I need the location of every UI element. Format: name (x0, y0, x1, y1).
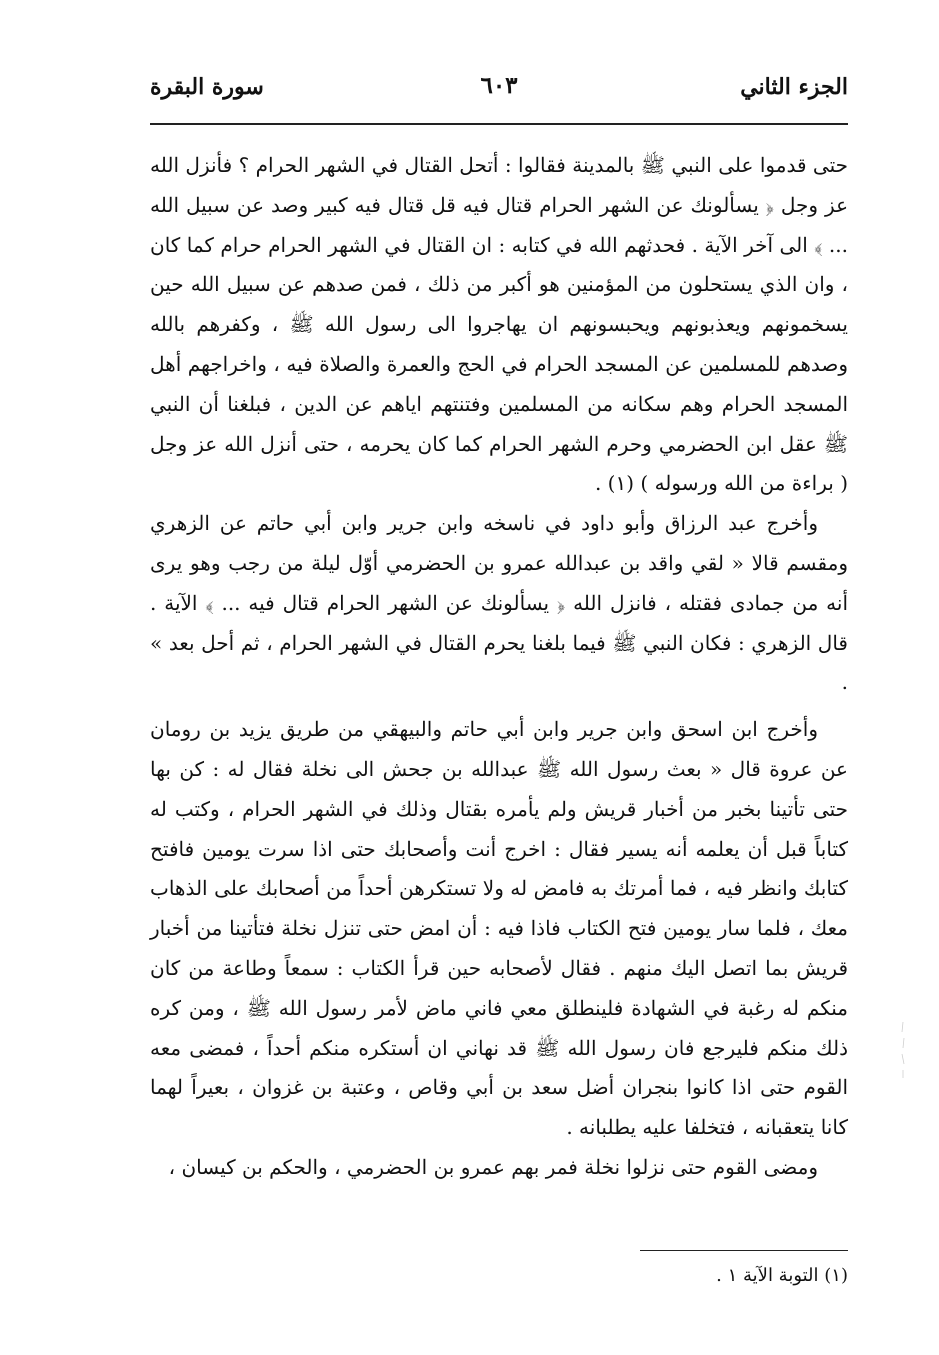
footnote-divider (640, 1250, 848, 1251)
header-divider (150, 123, 848, 125)
margin-smudge (896, 1020, 910, 1080)
main-text (150, 146, 848, 1188)
page-number: ٦٠٣ (480, 72, 518, 99)
paragraph-1: حتى قدموا على النبي ﷺ بالمدينة فقالوا : أتحل القتال في الشهر الحرام ؟ فأنزل الله عز وجل ﴿ يسألونك عن الشهر الحرام قتال فيه قل قتال فيه كبير وصد عن سبيل الله ... ﴾ الى آخر الآية . فحدثهم الله في كتابه : ان القتال في الشهر الحرام حرام كما كان ، وان الذي يستحلون من المؤمنين هو أكبر من ذلك ، فمن صدهم عن سبيل الله حين يسخمونهم ويعذبونهم ويحبسونهم ان يهاجروا الى رسول الله ﷺ ، وكفرهم بالله وصدهم للمسلمين عن المسجد الحرام في الحج والعمرة والصلاة فيه ، واخراجهم أهل المسجد الحرام وهم سكانه من المسلمين وفتنتهم اياهم عن الدين ، فبلغنا أن النبي ﷺ عقل ابن الحضرمي وحرم الشهر الحرام كما كان يحرمه ، حتى أنزل الله عز وجل ( براءة من الله ورسوله ) (١) . (150, 153, 848, 496)
footnote: (١) التوبة الآية ١ . (716, 1265, 848, 1286)
paragraph-2: وأخرج عبد الرزاق وأبو داود في ناسخه وابن جرير وابن أبي حاتم عن الزهري ومقسم قالا « لقي واقد بن عبدالله عمرو بن الحضرمي أوّل ليلة من رجب وهو يرى أنه من جمادى فقتله ، فانزل الله ﴿ يسألونك عن الشهر الحرام قتال فيه ... ﴾ الآية . قال الزهري : فكان النبي ﷺ فيما بلغنا يحرم القتال في الشهر الحرام ، ثم أحل بعد » . (150, 511, 848, 695)
paragraph-3: وأخرج ابن اسحق وابن جرير وابن أبي حاتم والبيهقي من طريق يزيد بن رومان عن عروة قال « بعث رسول الله ﷺ عبدالله بن جحش الى نخلة فقال له : كن بها حتى تأتينا بخبر من أخبار قريش ولم يأمره بقتال وذلك في الشهر الحرام ، وكتب له كتاباً قبل أن يعلمه أنه يسير فقال : اخرج أنت وأصحابك حتى اذا سرت يومين فافتح كتابك وانظر فيه ، فما أمرتك به فامض له ولا تستكرهن أحداً من أصحابك على الذهاب معك ، فلما سار يومين فتح الكتاب فاذا فيه : أن امض حتى تنزل نخلة فتأتينا من أخبار قريش بما اتصل اليك منهم . فقال لأصحابه حين قرأ الكتاب : سمعاً وطاعة من كان منكم له رغبة في الشهادة فلينطلق معي فاني ماض لأمر رسول الله ﷺ ، ومن كره ذلك منكم فليرجع فان رسول الله ﷺ قد نهاني ان أستكره منكم أحداً ، فمضى معه القوم حتى اذا كانوا بنجران أضل سعد بن أبي وقاص ، وعتبة بن غزوان ، بعيراً لهما كانا يتعقبانه ، فتخلفا عليه يطلبانه . (150, 717, 848, 1140)
part-title: الجزء الثاني (740, 74, 848, 100)
surah-title: سورة البقرة (150, 74, 264, 100)
paragraph-4: ومضى القوم حتى نزلوا نخلة فمر بهم عمرو بن الحضرمي ، والحكم بن كيسان ، (168, 1154, 818, 1179)
page-header (150, 70, 848, 114)
